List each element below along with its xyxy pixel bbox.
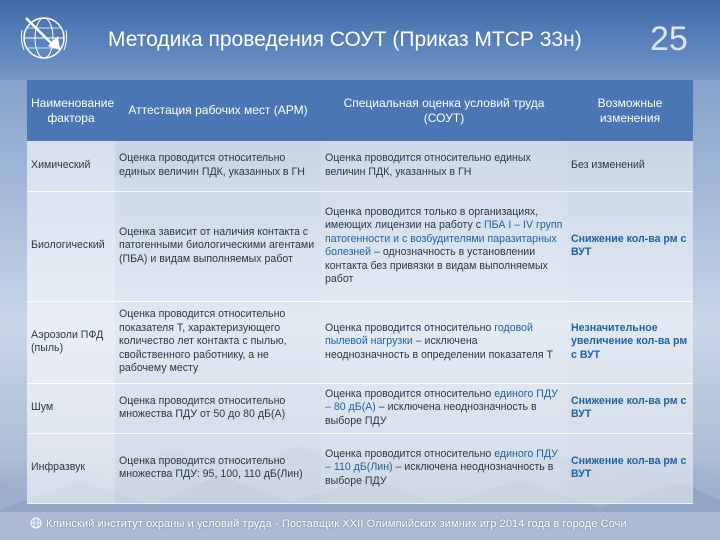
factor-cell: Аэрозоли ПФД (пыль) xyxy=(27,301,115,383)
sout-text: Оценка проводится относительно xyxy=(325,321,495,334)
table-header-row xyxy=(27,80,693,141)
sout-text: – однозначность в установлении контакта без привязки в видам выполняемых работ xyxy=(325,246,548,285)
column-header-sout: Специальная оценка условий труда (СОУТ) xyxy=(321,80,567,141)
slide-title: Методика проведения СОУТ (Приказ МТСР 33н) xyxy=(108,28,582,51)
column-header-changes: Возможные изменения xyxy=(567,80,693,141)
sout-cell xyxy=(321,383,567,433)
sout-text: Оценка проводится относительно xyxy=(325,387,495,400)
table-row xyxy=(27,301,693,383)
change-cell: Без изменений xyxy=(567,141,693,191)
factor-cell: Инфразвук xyxy=(27,433,115,503)
sout-highlight: единого ПДУ – 110 дБ(Лин) xyxy=(325,447,558,474)
sout-highlight: годовой пылевой нагрузки xyxy=(325,321,533,348)
arm-cell: Оценка проводится относительно показателя Т, характеризующего количество лет контакта с пылью, свойственного работнику, а не рабочему месту xyxy=(115,301,321,383)
sout-text: Оценка проводится только в организациях, имеющих лицензии на работу с xyxy=(325,205,539,231)
column-header-factor: Наименование фактора xyxy=(27,80,115,141)
sout-cell: Оценка проводится относительно единых величин ПДК, указанных в ГН xyxy=(321,141,567,191)
change-cell: Снижение кол-ва рм с ВУТ xyxy=(567,383,693,433)
sout-cell xyxy=(321,433,567,503)
sout-text: – исключена неоднозначность в выборе ПДУ xyxy=(325,461,554,487)
sout-highlight: единого ПДУ – 80 дБ(А) xyxy=(325,387,558,414)
table-row xyxy=(27,383,693,433)
sout-text: – исключена неоднозначность в определении показателя Т xyxy=(325,335,554,361)
table-row xyxy=(27,141,693,191)
table-row xyxy=(27,191,693,301)
column-header-arm: Аттестация рабочих мест (АРМ) xyxy=(115,80,321,141)
arm-cell: Оценка проводится относительно единых величин ПДК, указанных в ГН xyxy=(115,141,321,191)
factor-cell: Химический xyxy=(27,141,115,191)
sout-cell xyxy=(321,301,567,383)
factor-cell: Биологический xyxy=(27,191,115,301)
arm-cell: Оценка проводится относительно множества ПДУ: 95, 100, 110 дБ(Лин) xyxy=(115,433,321,503)
change-cell: Снижение кол-ва рм с ВУТ xyxy=(567,191,693,301)
arm-cell: Оценка зависит от наличия контакта с патогенными биологическими агентами (ПБА) и видам выполняемых работ xyxy=(115,191,321,301)
sout-text: Оценка проводится относительно xyxy=(325,447,495,460)
sout-cell xyxy=(321,191,567,301)
slide-number: 25 xyxy=(650,20,688,58)
table-row xyxy=(27,433,693,503)
footer-text: Клинский институт охраны и условий труда - Поставщик XXII Олимпийских зимних игр 2014 года в городе Сочи xyxy=(46,518,627,530)
comparison-table xyxy=(27,80,693,504)
sout-highlight: ПБА I – IV групп патогенности и с возбудителями паразитарных болезней xyxy=(325,219,563,258)
factor-cell: Шум xyxy=(27,383,115,433)
sout-text: – исключена неоднозначность в выборе ПДУ xyxy=(325,401,537,427)
globe-icon xyxy=(30,517,42,529)
institute-logo-icon xyxy=(18,10,70,66)
change-cell: Снижение кол-ва рм с ВУТ xyxy=(567,433,693,503)
arm-cell: Оценка проводится относительно множества ПДУ от 50 до 80 дБ(А) xyxy=(115,383,321,433)
change-cell: Незначительное увеличение кол-ва рм с ВУТ xyxy=(567,301,693,383)
